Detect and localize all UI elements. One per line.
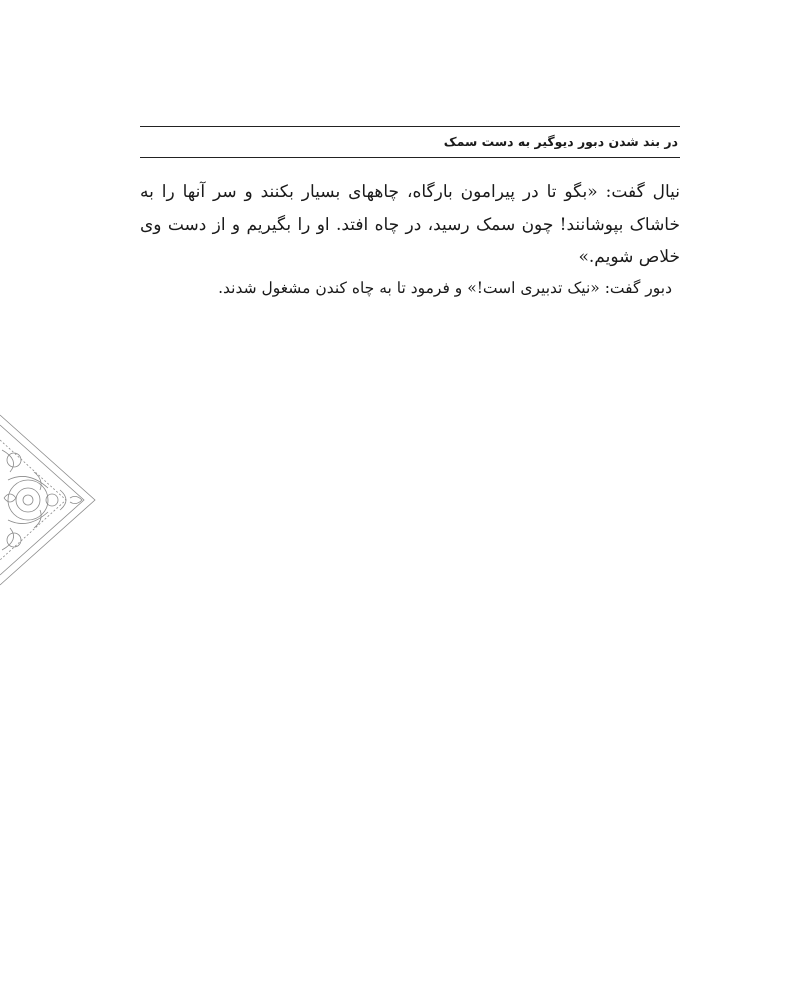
header-rule-bottom: [140, 157, 680, 158]
chapter-header: [140, 126, 680, 158]
arabesque-ornament-icon: [0, 410, 100, 590]
paragraph-2: دبور گفت: «نیک تدبیری است!» و فرمود تا به چاه کندن مشغول شدند.: [218, 278, 672, 297]
chapter-title: در بند شدن دبور دیوگیر به دست سمک: [443, 134, 678, 149]
body-text: [140, 176, 680, 302]
paragraph-1: نیال گفت: «بگو تا در پیرامون بارگاه، چاههای بسیار بکنند و سر آنها را به خاشاک بپوشانند! چون سمک رسید، در چاه افتد. او را بگیریم و از دست وی خلاص شویم.»: [140, 182, 680, 267]
